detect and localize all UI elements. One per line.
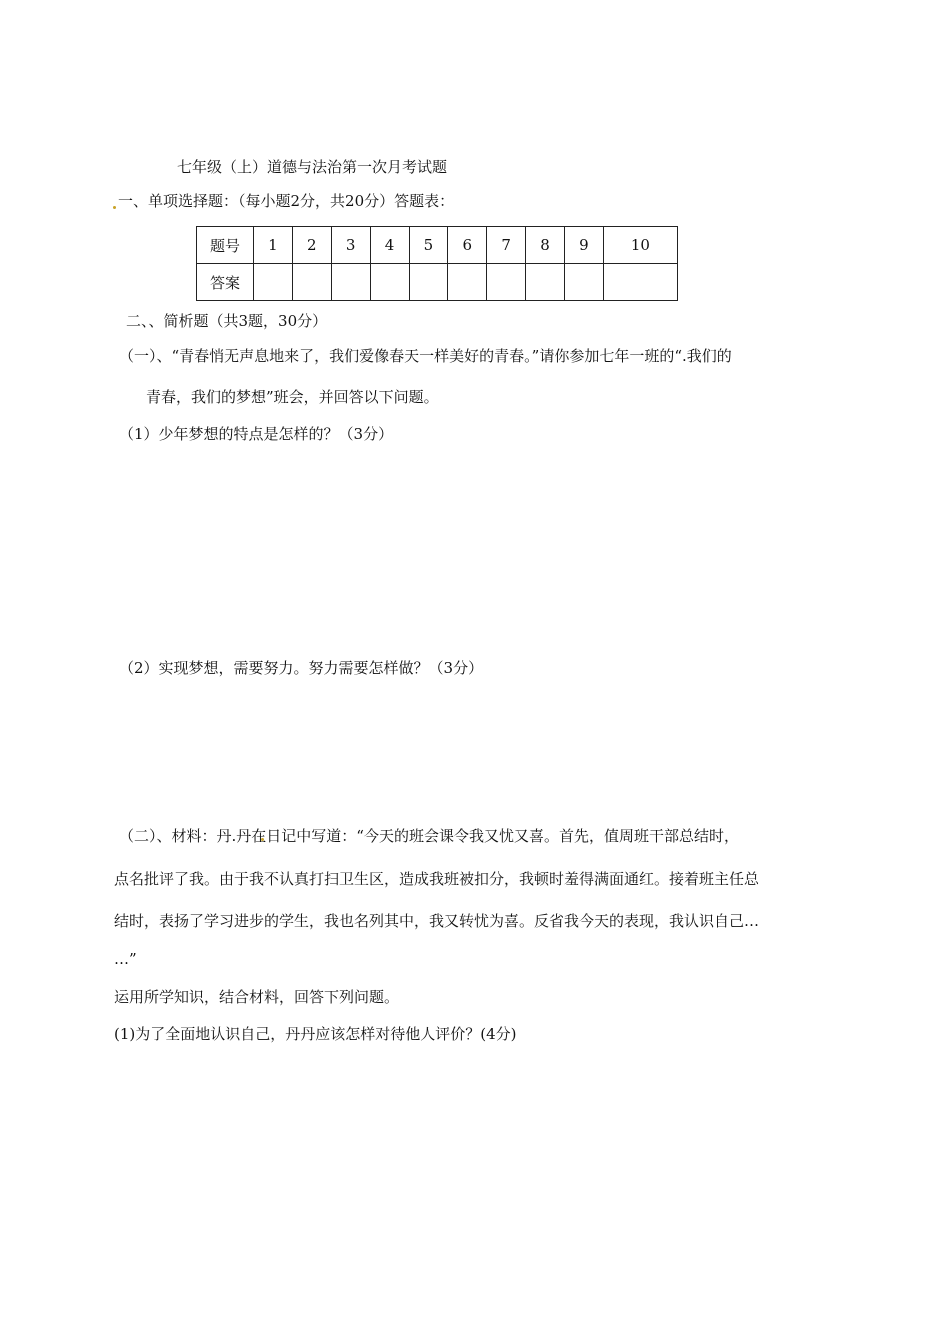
question-number-cell: 2	[292, 227, 331, 264]
part2-question1: (1)为了全面地认识自己，丹丹应该怎样对待他人评价？(4分)	[114, 1025, 517, 1043]
answer-table-number-row	[197, 227, 678, 264]
answer-cell[interactable]	[526, 264, 565, 301]
part2-material-line4: …”	[114, 950, 137, 968]
part2-material-line1: （二）、材料：丹.丹在日记中写道：“今天的班会课令我又忧又喜。首先，值周班干部总结时，	[119, 827, 739, 845]
part1-prompt-line1: （一）、“青春悄无声息地来了，我们爱像春天一样美好的青春。”请你参加七年一班的“.我们的	[119, 347, 732, 365]
answer-cell[interactable]	[487, 264, 526, 301]
question-number-cell: 1	[254, 227, 293, 264]
answer-cell[interactable]	[409, 264, 448, 301]
answer-table-answer-row	[197, 264, 678, 301]
question-number-cell: 6	[448, 227, 487, 264]
question-number-cell: 9	[565, 227, 604, 264]
answer-cell[interactable]	[292, 264, 331, 301]
row-label-answer: 答案	[197, 264, 254, 301]
part2-material-line2: 点名批评了我。由于我不认真打扫卫生区，造成我班被扣分，我顿时羞得满面通红。接着班主任总	[114, 870, 760, 888]
question-number-cell: 8	[526, 227, 565, 264]
part2-instruction: 运用所学知识，结合材料，回答下列问题。	[114, 988, 400, 1006]
row-label-number: 题号	[197, 227, 254, 264]
part1-question2: （2）实现梦想，需要努力。努力需要怎样做？（3分）	[119, 659, 484, 677]
question-number-cell: 10	[603, 227, 677, 264]
answer-cell[interactable]	[448, 264, 487, 301]
question-number-cell: 3	[331, 227, 370, 264]
section1-heading: 一、单项选择题：（每小题2分，共20分）答题表：	[118, 192, 455, 210]
answer-table	[196, 226, 678, 301]
exam-title: 七年级（上）道德与法治第一次月考试题	[177, 158, 448, 176]
answer-cell[interactable]	[565, 264, 604, 301]
part1-question1: （1）少年梦想的特点是怎样的？（3分）	[119, 425, 394, 443]
margin-dot-mark	[113, 206, 116, 209]
question-number-cell: 7	[487, 227, 526, 264]
answer-cell[interactable]	[331, 264, 370, 301]
part2-material-line3: 结时，表扬了学习进步的学生，我也名列其中，我又转忧为喜。反省我今天的表现，我认识自己…	[114, 912, 760, 930]
part1-prompt-line2: 青春，我们的梦想”班会，并回答以下问题。	[146, 388, 439, 406]
question-number-cell: 5	[409, 227, 448, 264]
answer-cell[interactable]	[603, 264, 677, 301]
answer-cell[interactable]	[254, 264, 293, 301]
section2-heading: 二、、简析题（共3题，30分）	[126, 312, 328, 330]
answer-cell[interactable]	[370, 264, 409, 301]
question-number-cell: 4	[370, 227, 409, 264]
